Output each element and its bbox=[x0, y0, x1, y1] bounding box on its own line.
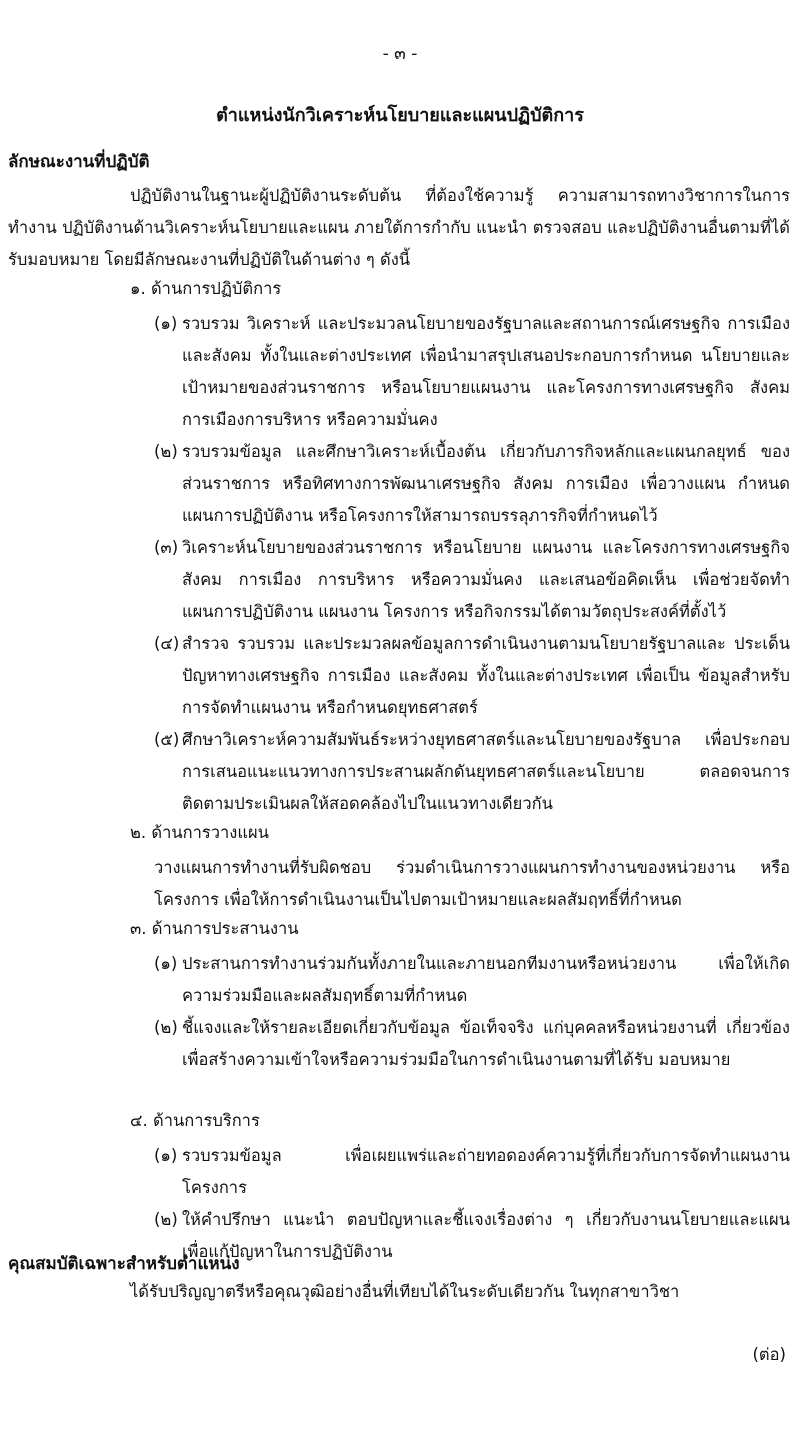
list-item bbox=[154, 1140, 790, 1204]
job-description-heading: ลักษณะงานที่ปฏิบัติ bbox=[8, 152, 150, 172]
list-item bbox=[154, 308, 790, 436]
item-number: (๑) bbox=[154, 1146, 178, 1165]
list-item bbox=[154, 1012, 790, 1076]
item-text: รวบรวมข้อมูล และศึกษาวิเคราะห์เบื้องต้น เกี่ยวกับภารกิจหลักและแผนกลยุทธ์ ของส่วนราชการ หรือทิศทางการพัฒนาเศรษฐกิจ สังคม การเมือง เพื่อวางแผน กำหนดแผนการปฏิบัติงาน หรือโครงการให้สามารถบรรลุภารกิจที่กำหนดไว้ bbox=[182, 442, 790, 525]
item-number: (๒) bbox=[154, 442, 178, 461]
item-number: (๒) bbox=[154, 1210, 178, 1229]
list-item bbox=[154, 532, 790, 628]
item-number: (๑) bbox=[154, 314, 178, 333]
section-label-operations: ๑. ด้านการปฏิบัติการ bbox=[130, 279, 282, 298]
section-label-coordination: ๓. ด้านการประสานงาน bbox=[130, 919, 299, 938]
item-text: วิเคราะห์นโยบายของส่วนราชการ หรือนโยบาย แผนงาน และโครงการทางเศรษฐกิจ สังคม การเมือง การบริหาร หรือความมั่นคง และเสนอข้อคิดเห็น เพื่อช่วยจัดทำ แผนการปฏิบัติงาน แผนงาน โครงการ หรือกิจกรรมได้ตามวัตถุประสงค์ที่ตั้งไว้ bbox=[182, 538, 790, 621]
section-label-service: ๔. ด้านการบริการ bbox=[130, 1111, 260, 1130]
list-item bbox=[154, 628, 790, 724]
item-number: (๓) bbox=[154, 538, 179, 557]
list-item bbox=[154, 724, 790, 820]
item-text: ให้คำปรึกษา แนะนำ ตอบปัญหาและชี้แจงเรื่องต่าง ๆ เกี่ยวกับงานนโยบายและแผน เพื่อแก้ปัญหาในการปฏิบัติงาน bbox=[182, 1210, 790, 1261]
item-text: ศึกษาวิเคราะห์ความสัมพันธ์ระหว่างยุทธศาสตร์และนโยบายของรัฐบาล เพื่อประกอบการเสนอแนะแนวทางการประสานผลักดันยุทธศาสตร์และนโยบาย ตลอดจนการติดตามประเมินผลให้สอดคล้องไปในแนวทางเดียวกัน bbox=[182, 730, 790, 813]
item-number: (๔) bbox=[154, 634, 180, 653]
continued-marker: (ต่อ) bbox=[752, 1345, 786, 1364]
planning-paragraph: วางแผนการทำงานที่รับผิดชอบ ร่วมดำเนินการวางแผนการทำงานของหน่วยงาน หรือโครงการ เพื่อให้การดำเนินงานเป็นไปตามเป้าหมายและผลสัมฤทธิ์ที่กำหนด bbox=[154, 858, 790, 909]
document-title: ตำแหน่งนักวิเคราะห์นโยบายและแผนปฏิบัติการ bbox=[216, 105, 584, 126]
qualification-heading: คุณสมบัติเฉพาะสำหรับตำแหน่ง bbox=[8, 1254, 240, 1274]
page-number: - ๓ - bbox=[382, 44, 418, 64]
section-label-planning: ๒. ด้านการวางแผน bbox=[130, 823, 269, 842]
list-item bbox=[154, 948, 790, 1012]
item-number: (๑) bbox=[154, 954, 178, 973]
item-text: สำรวจ รวบรวม และประมวลผลข้อมูลการดำเนินงานตามนโยบายรัฐบาลและ ประเด็นปัญหาทางเศรษฐกิจ การเมือง และสังคม ทั้งในและต่างประเทศ เพื่อเป็น ข้อมูลสำหรับการจัดทำแผนงาน หรือกำหนดยุทธศาสตร์ bbox=[182, 634, 790, 717]
qualification-text: ได้รับปริญญาตรีหรือคุณวุฒิอย่างอื่นที่เทียบได้ในระดับเดียวกัน ในทุกสาขาวิชา bbox=[130, 1282, 680, 1301]
item-number: (๕) bbox=[154, 730, 180, 749]
intro-paragraph: ปฏิบัติงานในฐานะผู้ปฏิบัติงานระดับต้น ที่ต้องใช้ความรู้ ความสามารถทางวิชาการในการทำงาน ปฏิบัติงานด้านวิเคราะห์นโยบายและแผน ภายใต้การกำกับ แนะนำ ตรวจสอบ และปฏิบัติงานอื่นตามที่ได้รับมอบหมาย โดยมีลักษณะงานที่ปฏิบัติในด้านต่าง ๆ ดังนี้ bbox=[8, 186, 790, 269]
item-text: รวบรวม วิเคราะห์ และประมวลนโยบายของรัฐบาลและสถานการณ์เศรษฐกิจ การเมือง และสังคม ทั้งในและต่างประเทศ เพื่อนำมาสรุปเสนอประกอบการกำหนด นโยบายและเป้าหมายของส่วนราชการ หรือนโยบายแผนงาน และโครงการทางเศรษฐกิจ สังคม การเมืองการบริหาร หรือความมั่นคง bbox=[182, 314, 790, 429]
list-item bbox=[154, 436, 790, 532]
item-number: (๒) bbox=[154, 1018, 178, 1037]
item-text: ประสานการทำงานร่วมกันทั้งภายในและภายนอกทีมงานหรือหน่วยงาน เพื่อให้เกิด ความร่วมมือและผลสัมฤทธิ์ตามที่กำหนด bbox=[182, 954, 790, 1005]
item-text: ชี้แจงและให้รายละเอียดเกี่ยวกับข้อมูล ข้อเท็จจริง แก่บุคคลหรือหน่วยงานที่ เกี่ยวข้อง เพื่อสร้างความเข้าใจหรือความร่วมมือในการดำเนินงานตามที่ได้รับ มอบหมาย bbox=[182, 1018, 790, 1069]
item-text: รวบรวมข้อมูล เพื่อเผยแพร่และถ่ายทอดองค์ความรู้ที่เกี่ยวกับการจัดทำแผนงาน โครงการ bbox=[182, 1146, 790, 1197]
list-item bbox=[154, 1204, 790, 1268]
